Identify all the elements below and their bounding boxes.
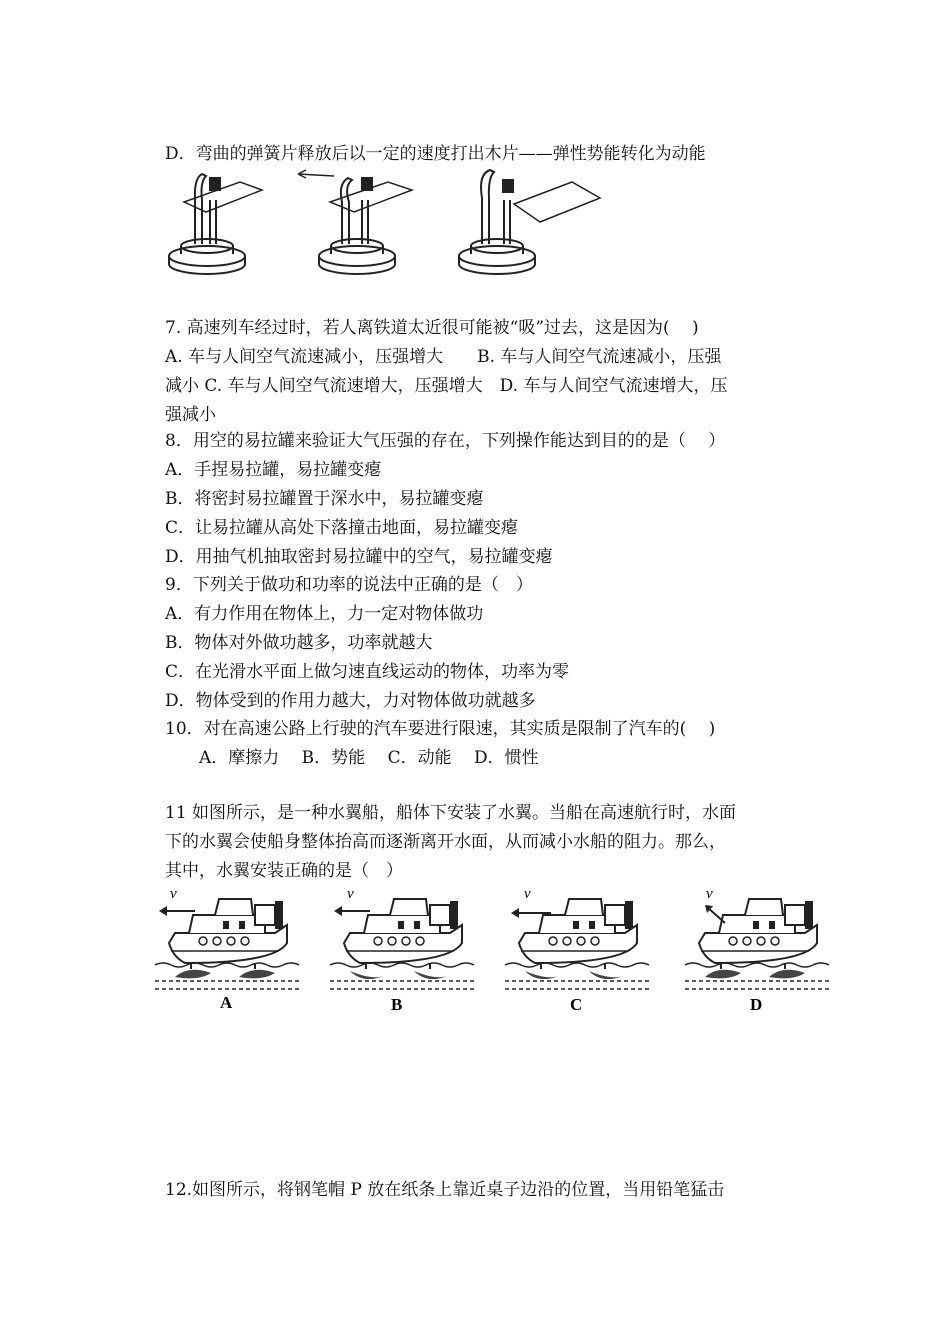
boat-option-d <box>685 899 829 989</box>
spring-stand-2 <box>298 170 412 274</box>
velocity-label-a: v <box>170 886 177 902</box>
boat-label-d: D <box>750 995 763 1014</box>
q8-option-a: A．手捏易拉罐，易拉罐变瘪 <box>165 460 382 480</box>
q7-line-2: A. 车与人间空气流速减小，压强增大 B. 车与人间空气流速减小，压强 <box>165 347 722 367</box>
q7-line-4: 强减小 <box>165 405 216 425</box>
boat-option-c <box>505 899 649 989</box>
spring-stand-3 <box>459 170 600 274</box>
q7-line-3: 减小 C. 车与人间空气流速增大，压强增大 D. 车与人间空气流速增大，压 <box>165 376 728 396</box>
q11-line-1: 11 如图所示，是一种水翼船，船体下安装了水翼。当船在高速航行时，水面 <box>165 803 737 823</box>
boat-option-b <box>330 899 474 989</box>
boat-label-b: B <box>391 995 403 1014</box>
spring-figure <box>162 168 612 278</box>
hydrofoil-figure <box>150 880 840 1015</box>
spring-stand-1 <box>169 174 262 274</box>
q9-option-b: B．物体对外做功越多，功率就越大 <box>165 633 433 653</box>
boat-label-c: C <box>570 995 583 1014</box>
q8-option-d: D．用抽气机抽取密封易拉罐中的空气，易拉罐变瘪 <box>165 547 553 567</box>
q10-options: A．摩擦力 B．势能 C．动能 D．惯性 <box>165 748 539 768</box>
q9-option-a: A．有力作用在物体上，力一定对物体做功 <box>165 604 484 624</box>
q9-stem: 9．下列关于做功和功率的说法中正确的是（ ） <box>165 575 533 595</box>
q11-line-2: 下的水翼会使船身整体抬高而逐渐离开水面，从而减小水船的阻力。那么， <box>165 832 726 852</box>
q6-option-d: D．弯曲的弹簧片释放后以一定的速度打出木片——弹性势能转化为动能 <box>165 144 706 164</box>
q10-stem: 10．对在高速公路上行驶的汽车要进行限速，其实质是限制了汽车的( ) <box>165 719 716 739</box>
q7-line-1: 7. 高速列车经过时，若人离铁道太近很可能被“吸”过去，这是因为( ) <box>165 318 699 338</box>
q8-stem: 8．用空的易拉罐来验证大气压强的存在，下列操作能达到目的的是（ ） <box>165 431 726 451</box>
velocity-label-c: v <box>524 886 531 902</box>
q8-option-c: C．让易拉罐从高处下落撞击地面，易拉罐变瘪 <box>165 518 519 538</box>
q9-option-d: D．物体受到的作用力越大，力对物体做功就越多 <box>165 691 536 711</box>
boat-label-a: A <box>220 993 233 1012</box>
q12-line-1: 12.如图所示，将钢笔帽 P 放在纸条上靠近桌子边沿的位置，当用铅笔猛击 <box>165 1180 725 1200</box>
q9-option-c: C．在光滑水平面上做匀速直线运动的物体，功率为零 <box>165 662 570 682</box>
q11-line-3: 其中，水翼安装正确的是（ ） <box>165 861 403 881</box>
q8-option-b: B．将密封易拉罐置于深水中，易拉罐变瘪 <box>165 489 484 509</box>
velocity-label-d: v <box>706 886 713 902</box>
boat-option-a <box>155 899 299 989</box>
velocity-label-b: v <box>347 886 354 902</box>
